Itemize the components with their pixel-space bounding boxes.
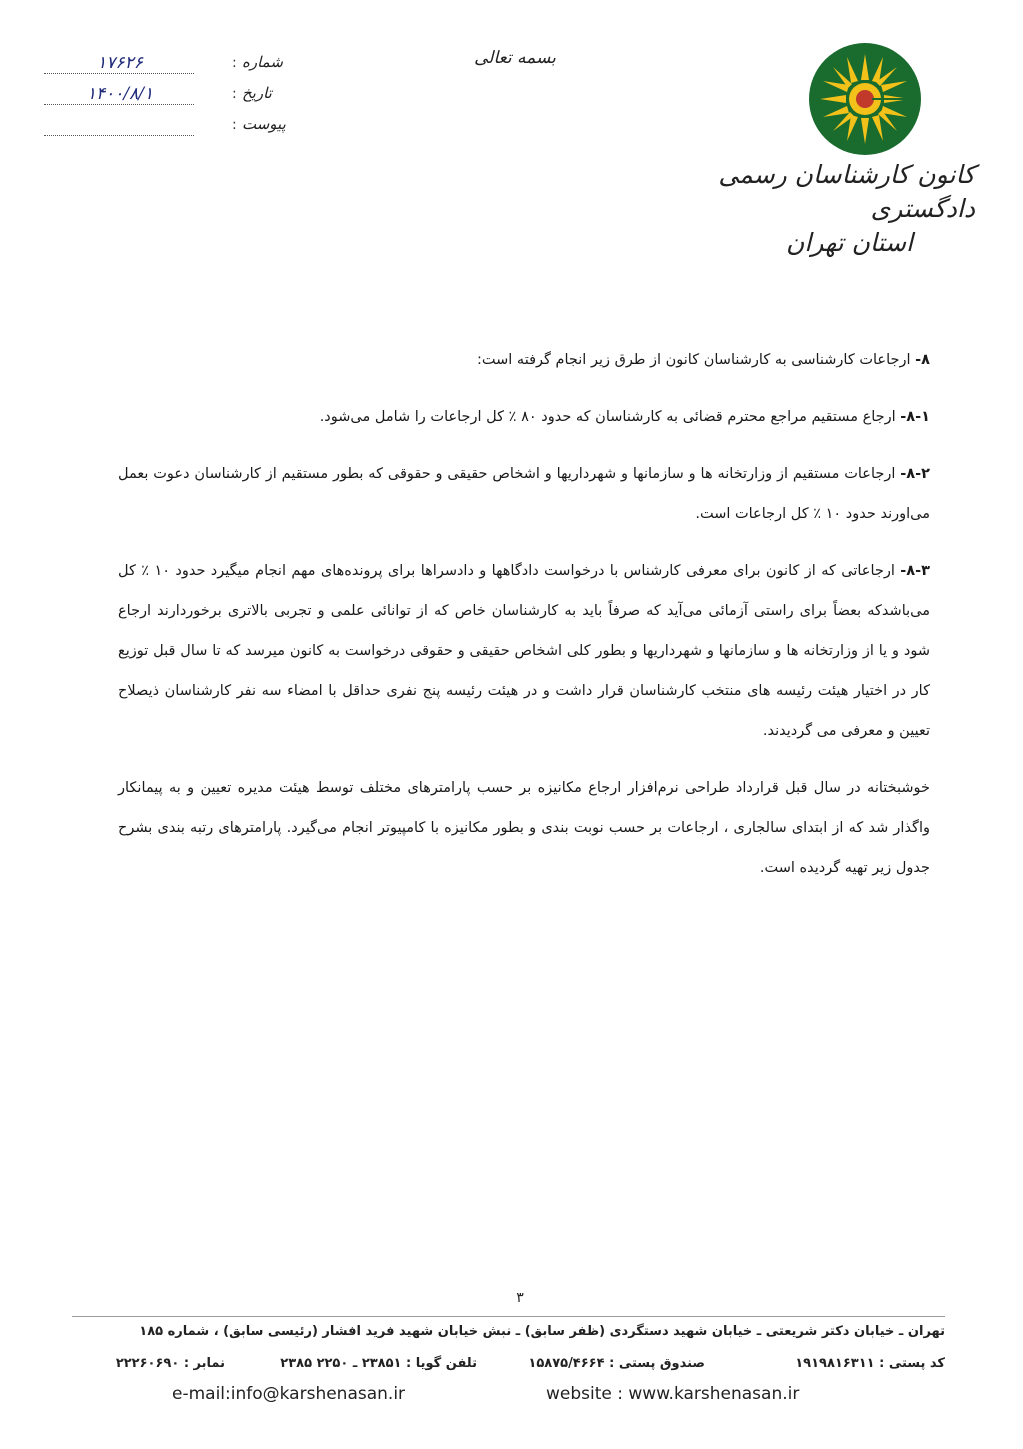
fax-number: نمابر : ۲۲۲۶۰۶۹۰: [115, 1356, 225, 1371]
po-box: صندوق پستی : ۱۵۸۷۵/۴۶۶۴: [528, 1356, 705, 1371]
letter-body: [118, 340, 930, 888]
letter-date-value: ۱۴۰۰/۸/۱: [86, 84, 154, 104]
meta-row-attachment: : پیوست: [44, 117, 244, 141]
paragraph-text: ارجاعاتی که از کانون برای معرفی کارشناس با درخواست دادگاهها و دادسراها برای پرونده‌های مهم انجام میگیرد حدود ۱۰ ٪ کل می‌باشدکه بعضاً برای راستی آزمائی می‌آید که صرفاً باید به کارشناسان خاص که از توانائی علمی و تجربی بالاتری برخوردارند ارجاع شود و یا از وزارتخانه ها و سازمانها و شهرداریها و بطور کلی اشخاص حقیقی و حقوقی درخواست به کانون میرسد که تا سال قبل توزیع کار در اختیار هیئت رئیسه های منتخب کارشناسان قرار داشت و در هیئت رئیسه پنج نفری حداقل با امضاء سه نفر کارشناسان ذیصلاح تعیین و معرفی می گردیدند.: [118, 563, 930, 739]
phone-number: تلفن گویا : ۲۳۸۵۱ ـ ۲۲۵۰ ۲۳۸۵: [280, 1356, 477, 1371]
dotted-line: [44, 104, 194, 105]
organization-name: [675, 158, 975, 260]
paragraph-text: ارجاعات کارشناسی به کارشناسان کانون از طرق زیر انجام گرفته است:: [477, 352, 911, 368]
organization-logo: [806, 40, 924, 158]
letter-number-value: ۱۷۶۲۶: [97, 53, 143, 73]
email-link[interactable]: e-mail:info@karshenasan.ir: [172, 1384, 406, 1404]
paragraph: [118, 551, 930, 751]
paragraph-number: ۸-۱-: [900, 409, 930, 425]
organization-name-line1: کانون کارشناسان رسمی دادگستری: [718, 160, 975, 223]
paragraph-number: ۸-۲-: [900, 466, 931, 482]
letter-attachment-label: پیوست: [242, 115, 286, 133]
paragraph: [118, 768, 930, 888]
paragraph: [118, 454, 930, 534]
letter-number-label: شماره: [242, 53, 283, 71]
meta-row-number: ۱۷۶۲۶ : شماره: [44, 55, 244, 79]
dotted-line: [44, 135, 194, 136]
website-link[interactable]: website : www.karshenasan.ir: [546, 1384, 800, 1404]
basmala-heading: بسمه تعالی: [474, 48, 556, 68]
paragraph-text: ارجاعات مستقیم از وزارتخانه ها و سازمانها و شهرداریها و اشخاص حقیقی و حقوقی که بطور مستقیم از کارشناسان دعوت بعمل می‌اورند حدود ۱۰ ٪ کل ارجاعات است.: [118, 466, 930, 522]
paragraph: [118, 340, 930, 380]
letter-date-label: تاریخ: [242, 84, 272, 102]
page-number: ۳: [516, 1290, 524, 1306]
footer-contacts: [72, 1356, 945, 1378]
paragraph-number: ۸-۳-: [900, 563, 931, 579]
footer-address: تهران ـ خیابان دکتر شریعتی ـ خیابان شهید دستگردی (ظفر سابق) ـ نبش خیابان شهید فرید افشار (رئیسی سابق) ، شماره ۱۸۵: [139, 1324, 945, 1339]
paragraph-number: ۸-: [915, 352, 930, 368]
paragraph-text: خوشبختانه در سال قبل قرارداد طراحی نرم‌افزار ارجاع مکانیزه بر حسب پارامترهای مختلف توسط هیئت مدیره تعیین و به پیمانکار واگذار شد که از ابتدای سالجاری ، ارجاعات بر حسب نوبت بندی و بطور مکانیزه با کامپیوتر انجام می‌گیرد. پارامترهای رتبه بندی بشرح جدول زیر تهیه گردیده است.: [118, 780, 930, 876]
footer-divider: [72, 1316, 945, 1317]
letter-meta: [44, 53, 286, 148]
organization-name-line2: استان تهران: [786, 228, 913, 257]
dotted-line: [44, 73, 194, 74]
paragraph: [118, 397, 930, 437]
paragraph-text: ارجاع مستقیم مراجع محترم قضائی به کارشناسان که حدود ۸۰ ٪ کل ارجاعات را شامل می‌شود.: [319, 409, 896, 425]
meta-row-date: ۱۴۰۰/۸/۱ : تاریخ: [44, 86, 244, 110]
postal-code: کد پستی : ۱۹۱۹۸۱۶۳۱۱: [795, 1356, 945, 1371]
